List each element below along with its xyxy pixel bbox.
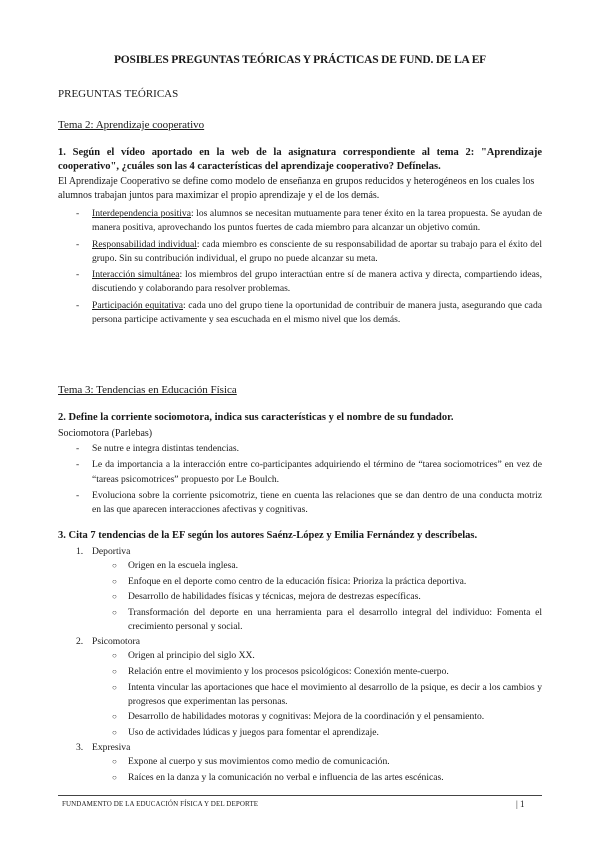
page-number: | 1 bbox=[516, 799, 525, 809]
topic-heading-3: Tema 3: Tendencias en Educación Física bbox=[58, 384, 237, 396]
definition: : cada uno del grupo tiene la oportunidad de contribuir de manera justa, asegurando que cada persona participe activamente y sea escuchada en el mismo nivel que los demás. bbox=[92, 299, 542, 325]
sub-item: ○ Uso de actividades lúdicas y juegos para fomentar el aprendizaje. bbox=[58, 726, 542, 740]
sub-item: ○ Enfoque en el deporte como centro de la educación física: Prioriza la práctica deportiva. bbox=[58, 575, 542, 589]
item-number: 3. bbox=[76, 742, 84, 754]
sub-item: ○ Origen en la escuela inglesa. bbox=[58, 559, 542, 573]
item-number: 2. bbox=[76, 636, 84, 648]
list-item: - Se nutre e integra distintas tendencias. bbox=[58, 442, 542, 456]
question-3: 3. Cita 7 tendencias de la EF según los autores Saénz-López y Emilia Fernández y descríbelas. bbox=[58, 530, 478, 541]
sub-item: ○ Expone al cuerpo y sus movimientos como medio de comunicación. bbox=[58, 755, 542, 769]
list-item: - Evoluciona sobre la corriente psicomotriz, tiene en cuenta las relaciones que se dan dentro de una conducta motriz en las que aparecen interacciones afectivas y cognitivas. bbox=[58, 489, 542, 517]
numbered-item bbox=[58, 545, 542, 559]
term: Interacción simultánea bbox=[92, 269, 180, 281]
question-2-list bbox=[58, 442, 542, 520]
sub-item: ○ Raíces en la danza y la comunicación no verbal e influencia de las artes escénicas. bbox=[58, 771, 542, 785]
definition: : cada miembro es consciente de su responsabilidad de aportar su trabajo para el éxito del grupo. Sin su contribución individual, el grupo no puede alcanzar su meta. bbox=[92, 238, 542, 264]
list-item bbox=[58, 238, 542, 266]
definition: : los alumnos se necesitan mutuamente para tener éxito en la tarea propuesta. Se ayudan de manera positiva, aprovechando los puntos fuertes de cada miembro para alcanzar un objetivo común. bbox=[92, 208, 542, 234]
question-2-intro: Sociomotora (Parlebas) bbox=[58, 428, 153, 439]
sub-item: ○ Desarrollo de habilidades físicas y técnicas, mejora de destrezas específicas. bbox=[58, 590, 542, 604]
sub-list bbox=[58, 559, 542, 634]
item-label: Expresiva bbox=[92, 742, 131, 754]
document-title: POSIBLES PREGUNTAS TEÓRICAS Y PRÁCTICAS DE FUND. DE LA EF bbox=[113, 54, 486, 66]
question-1: 1. Según el vídeo aportado en la web de la asignatura correspondiente al tema 2: "Aprendizaje cooperativo", ¿cuáles son las 4 características del aprendizaje cooperativo? Defínelas. bbox=[58, 147, 542, 172]
question-3-list bbox=[58, 545, 542, 787]
sub-item: ○ Desarrollo de habilidades motoras y cognitivas: Mejora de la coordinación y el pensamiento. bbox=[58, 710, 542, 724]
item-label: Deportiva bbox=[92, 546, 131, 557]
sub-item: ○ Intenta vincular las aportaciones que hace el movimiento al desarrollo de la psique, es decir a los cambios y progresos que experimentan las personas. bbox=[58, 681, 542, 709]
list-item bbox=[58, 299, 542, 327]
sub-list bbox=[58, 755, 542, 785]
question-2: 2. Define la corriente sociomotora, indica sus características y el nombre de su fundador. bbox=[58, 412, 454, 423]
term: Interdependencia positiva bbox=[92, 208, 191, 219]
sub-item: ○ Relación entre el movimiento y los procesos psicológicos: Conexión mente-cuerpo. bbox=[58, 665, 542, 679]
numbered-item bbox=[58, 635, 542, 649]
sub-item: ○ Origen al principio del siglo XX. bbox=[58, 649, 542, 663]
question-1-list bbox=[58, 207, 542, 329]
item-label: Psicomotora bbox=[92, 636, 140, 648]
definition: : los miembros del grupo interactúan entre sí de manera activa y directa, compartiendo ideas, discutiendo y colaborando para resolver problemas. bbox=[92, 269, 543, 295]
list-item bbox=[58, 268, 542, 296]
section-heading: PREGUNTAS TEÓRICAS bbox=[58, 88, 179, 100]
footer-divider bbox=[58, 795, 542, 796]
footer-text: FUNDAMENTO DE LA EDUCACIÓN FÍSICA Y DEL DEPORTE bbox=[62, 800, 259, 808]
topic-heading-2: Tema 2: Aprendizaje cooperativo bbox=[58, 119, 205, 131]
item-number: 1. bbox=[76, 546, 84, 557]
numbered-item bbox=[58, 741, 542, 755]
sub-list bbox=[58, 649, 542, 739]
term: Participación equitativa bbox=[92, 299, 184, 311]
question-1-intro: El Aprendizaje Cooperativo se define como modelo de enseñanza en grupos reducidos y heterogéneos en los cuales los alumnos trabajan juntos para maximizar el propio aprendizaje y el de los demás. bbox=[58, 176, 535, 201]
list-item bbox=[58, 207, 542, 235]
term: Responsabilidad individual bbox=[92, 238, 197, 250]
sub-item: ○ Transformación del deporte en una herramienta para el desarrollo integral del individuo: Fomenta el crecimiento personal y social. bbox=[58, 606, 542, 634]
list-item: - Le da importancia a la interacción entre co-participantes adquiriendo el término de “tarea sociomotrices” en vez de “tareas psicomotrices” propuesto por Le Boulch. bbox=[58, 458, 542, 486]
